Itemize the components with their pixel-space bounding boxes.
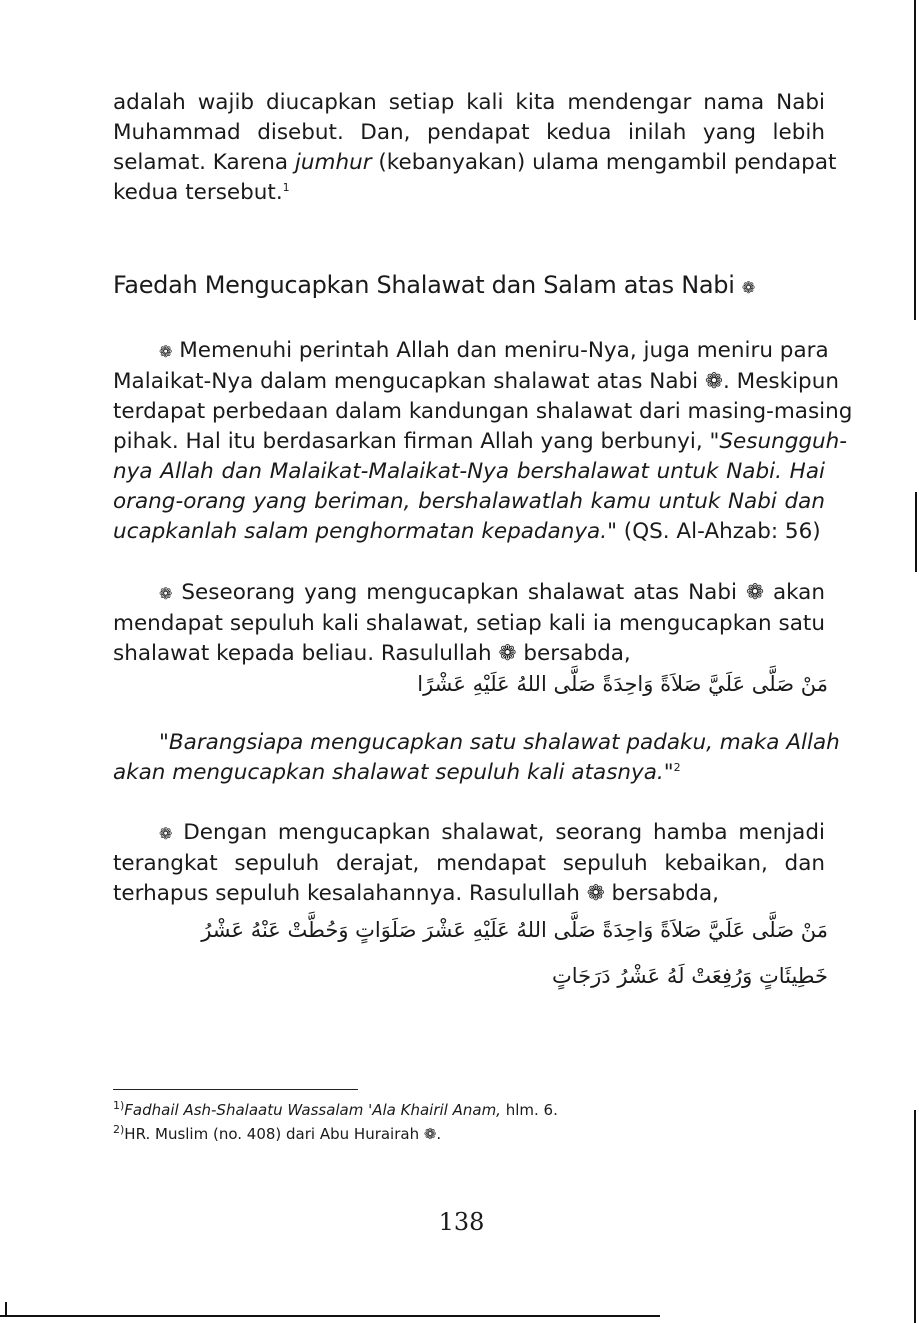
p1-line-3: terdapat perbedaan dalam kandungan shalawat dari masing-masing [113,399,853,424]
hadith-translation-1 [113,728,840,788]
flower-bullet-icon: ❁ [159,584,173,603]
footnote-ref-1: 1 [282,180,290,194]
arabic-hadith-1: مَنْ صَلَّى عَلَيَّ صَلاَةً وَاحِدَةً صَلَّى اللهُ عَلَيْهِ عَشْرًا [417,672,828,696]
benefit-paragraph-1 [113,336,853,547]
p1-line-1: ❁ Memenuhi perintah Allah dan meniru-Nya, juga meniru para [159,338,829,363]
p1-line-6: orang-orang yang beriman, bershalawatlah kamu untuk Nabi dan [113,489,825,514]
intro-line-3: selamat. Karena jumhur (kebanyakan) ulama mengambil pendapat [113,150,837,175]
p1-line-4: pihak. Hal itu berdasarkan firman Allah yang berbunyi, "Sesungguh- [113,429,848,454]
flower-bullet-icon: ❁ [159,824,173,843]
p2-line-2: mendapat sepuluh kali shalawat, setiap kali ia mengucapkan satu [113,611,825,636]
salutation-symbol-icon: ❁ [741,278,756,297]
quote-line-1: "Barangsiapa mengucapkan satu shalawat padaku, maka Allah [159,730,840,755]
arabic-hadith-2-line-2: خَطِيئَاتٍ وَرُفِعَتْ لَهُ عَشْرُ دَرَجَاتٍ [552,964,828,988]
footnote-1: $^{1)}$Fadhail Ash-Shalaatu Wassalam 'Ala Khairil Anam, hlm. 6. [113,1099,558,1119]
scan-edge-right [914,1110,916,1323]
footnote-ref-2: 2 [673,760,681,774]
flower-bullet-icon: ❁ [159,342,173,361]
p1-line-2: Malaikat-Nya dalam mengucapkan shalawat atas Nabi ❁. Meskipun [113,369,839,394]
scan-edge-bottom [0,1315,660,1317]
page-number: 138 [438,1208,485,1236]
intro-line-4: kedua tersebut.$^1$ [113,180,290,205]
section-heading [113,268,755,305]
scan-edge-right [915,492,917,572]
benefit-paragraph-3 [113,818,825,909]
arabic-hadith-2-line-1: مَنْ صَلَّى عَلَيَّ صَلاَةً وَاحِدَةً صَلَّى اللهُ عَلَيْهِ عَشْرَ صَلَوَاتٍ وَحُطَّتْ عَنْهُ عَشْرُ [201,918,828,942]
footnote-divider [113,1089,358,1090]
intro-paragraph [113,88,837,208]
p1-line-5: nya Allah dan Malaikat-Malaikat-Nya bershalawat untuk Nabi. Hai [113,459,825,484]
p3-line-1: ❁ Dengan mengucapkan shalawat, seorang hamba menjadi [159,820,825,845]
p1-line-7: ucapkanlah salam penghormatan kepadanya." (QS. Al-Ahzab: 56) [113,519,821,544]
section-heading-text: Faedah Mengucapkan Shalawat dan Salam atas Nabi [113,271,735,299]
quote-line-2: akan mengucapkan shalawat sepuluh kali atasnya."$^2$ [113,760,681,785]
footnote-2: $^{2)}$HR. Muslim (no. 408) dari Abu Hurairah ❁. [113,1123,442,1143]
p3-line-2: terangkat sepuluh derajat, mendapat sepuluh kebaikan, dan [113,851,825,876]
p3-line-3: terhapus sepuluh kesalahannya. Rasulullah ❁ bersabda, [113,881,719,906]
scan-edge-corner [5,1302,7,1317]
scan-edge-right [914,0,916,320]
p2-line-1: ❁ Seseorang yang mengucapkan shalawat atas Nabi ❁ akan [159,580,825,605]
benefit-paragraph-2 [113,578,825,669]
p2-line-3: shalawat kepada beliau. Rasulullah ❁ bersabda, [113,641,631,666]
intro-line-2: Muhammad disebut. Dan, pendapat kedua inilah yang lebih [113,120,825,145]
intro-italic-term: jumhur [294,150,372,175]
intro-line-1: adalah wajib diucapkan setiap kali kita mendengar nama Nabi [113,90,825,115]
